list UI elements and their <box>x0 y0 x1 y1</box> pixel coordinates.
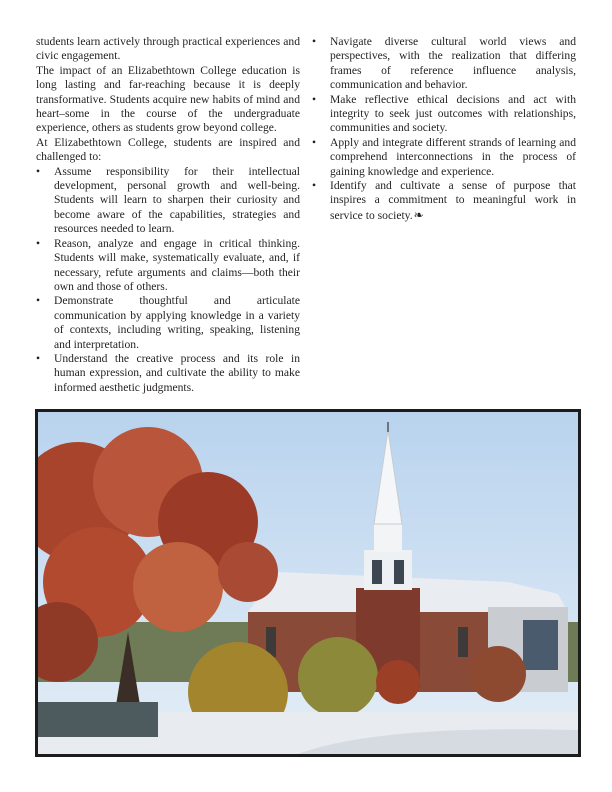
red-shrub <box>376 660 420 704</box>
list-item: • Navigate diverse cultural world views and perspectives, with the realization that differing frames of reference influence analysis, communication and behavior. <box>312 35 576 93</box>
list-item: • Apply and integrate different strands of learning and comprehend interconnections in the process of gaining knowledge and experience. <box>312 136 576 179</box>
pond <box>38 702 158 737</box>
list-item: • Demonstrate thoughtful and articulate communication by applying knowledge in a variety of contexts, including writing, speaking, listening and interpretation. <box>36 294 300 352</box>
campus-chapel-photo <box>35 409 581 757</box>
belfry-window-2 <box>394 560 404 584</box>
impact-paragraph: The impact of an Elizabethtown College education is long lasting and far-reaching because it is deeply transformative. Students acquire new habits of mind and heart–some in the course of the undergraduate experience, others as students grow beyond college. <box>36 63 300 135</box>
last-item-text: Identify and cultivate a sense of purpose that inspires a commitment to meaningful work in service to society. <box>330 179 576 222</box>
list-item: • Make reflective ethical decisions and act with integrity to seek just outcomes with relationships, communities and society. <box>312 93 576 136</box>
green-tree <box>298 637 378 717</box>
list-item <box>312 179 576 223</box>
red-tree-right <box>470 646 526 702</box>
left-column <box>36 35 300 395</box>
steeple-drum <box>374 524 402 552</box>
building-window-2 <box>458 627 468 657</box>
tower-belfry <box>364 550 412 590</box>
list-item: • Assume responsibility for their intellectual development, personal growth and well-being. Students will learn to sharpen their curiosity and become aware of the capabilities, strategies and resources needed to learn. <box>36 165 300 237</box>
fleuron-icon: ❧ <box>413 207 424 222</box>
chapel-illustration <box>38 412 578 754</box>
list-item: • Reason, analyze and engage in critical thinking. Students will make, systematically evaluate, and, if necessary, refute arguments and claims—both their own and those of others. <box>36 237 300 295</box>
intro-continuation: students learn actively through practical experiences and civic engagement. <box>36 35 300 63</box>
right-column <box>312 35 576 223</box>
belfry-window-1 <box>372 560 382 584</box>
lead-in: At Elizabethtown College, students are inspired and challenged to: <box>36 135 300 164</box>
outcomes-list-right <box>312 35 576 223</box>
list-item: • Understand the creative process and its role in human expression, and cultivate the ability to make informed aesthetic judgments. <box>36 352 300 395</box>
wing-window <box>523 620 558 670</box>
outcomes-list-left <box>36 165 300 396</box>
